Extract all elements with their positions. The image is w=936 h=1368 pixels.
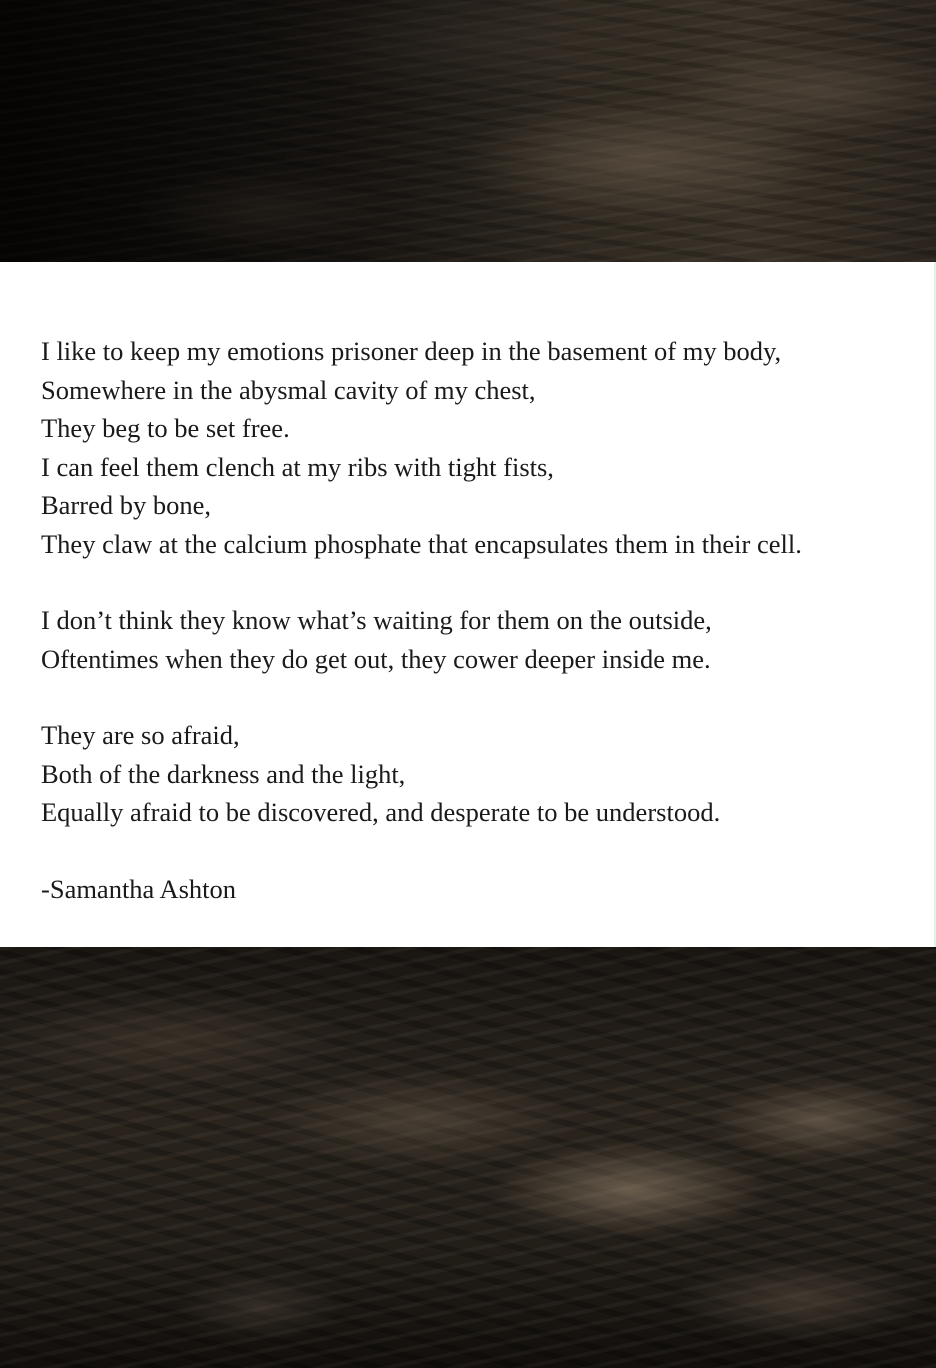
cave-rock-image-top	[0, 0, 936, 262]
poem-line: Both of the darkness and the light,	[41, 758, 406, 789]
stanza-1	[41, 332, 936, 563]
cave-rock-image-bottom	[0, 947, 936, 1368]
poem-line: Equally afraid to be discovered, and desperate to be understood.	[41, 797, 721, 827]
poem-line: Somewhere in the abysmal cavity of my chest,	[41, 374, 536, 405]
poem-line: Oftentimes when they do get out, they cower deeper inside me.	[41, 643, 711, 674]
poem-signature: -Samantha Ashton	[41, 873, 237, 904]
poem-card	[0, 262, 936, 947]
poem-line: I can feel them clench at my ribs with tight fists,	[41, 451, 554, 482]
stanza-3	[41, 716, 936, 832]
poem-line: They are so afraid,	[41, 720, 240, 750]
poem-line: I like to keep my emotions prisoner deep in the basement of my body,	[41, 336, 782, 366]
poem-line: They beg to be set free.	[41, 413, 290, 443]
poem-line: Barred by bone,	[41, 490, 211, 520]
poem-line: I don’t think they know what’s waiting for them on the outside,	[41, 605, 712, 635]
poem-line: They claw at the calcium phosphate that encapsulates them in their cell.	[41, 528, 802, 559]
stanza-2	[41, 601, 936, 678]
